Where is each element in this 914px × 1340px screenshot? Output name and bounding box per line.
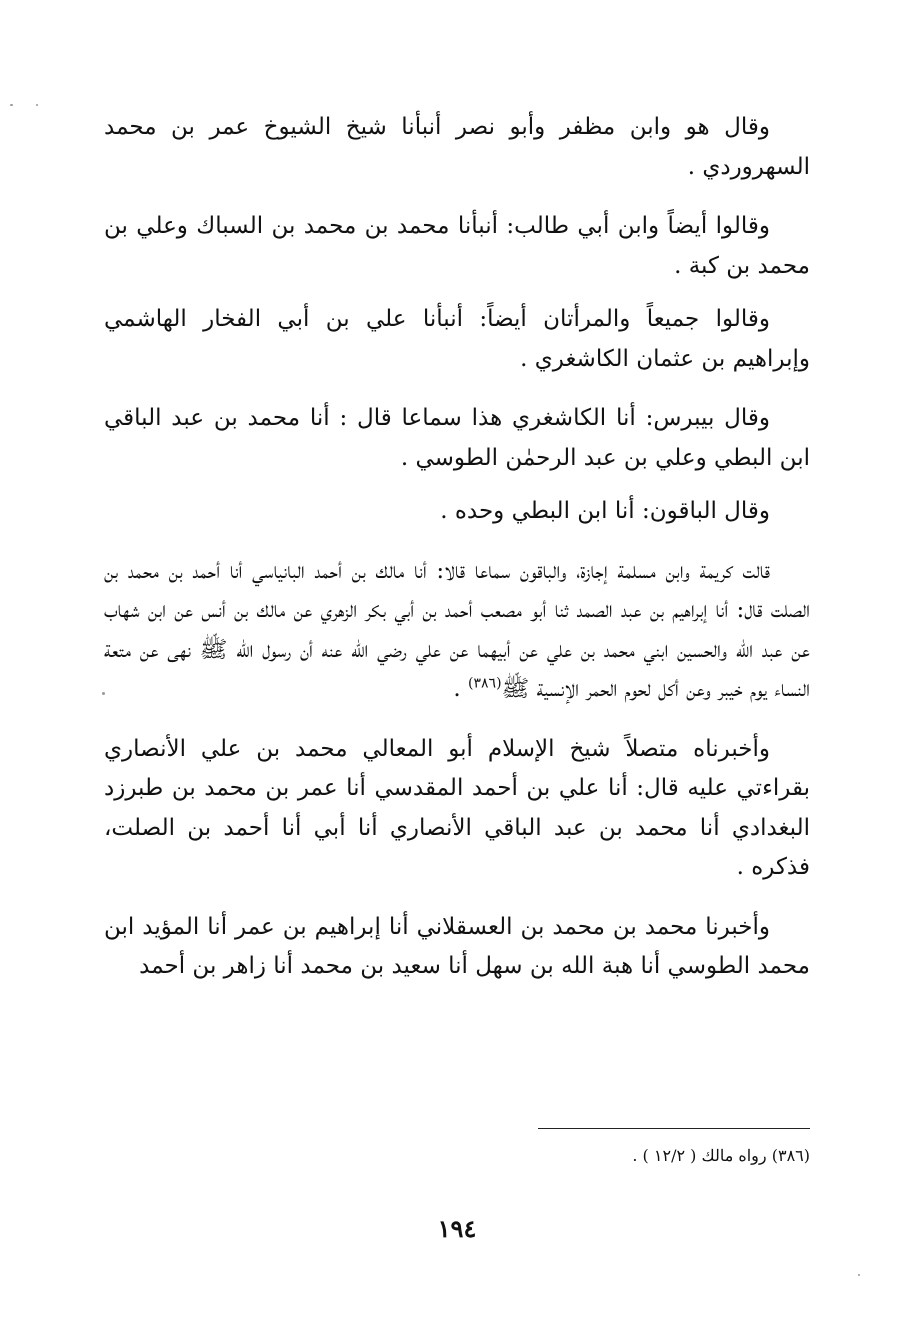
- scan-speck: [10, 104, 13, 106]
- hadith-text-end: .: [453, 676, 469, 702]
- paragraph: وأخبرناه متصلاً شيخ الإسلام أبو المعالي محمد بن علي الأنصاري بقراءتي عليه قال: أنا علي بن أحمد المقدسي أنا عمر بن محمد بن طبرزد البغدادي أنا محمد بن عبد الباقي الأنصاري أنا أبي أنا أحمد بن الصلت، فذكره .: [104, 735, 810, 880]
- page-number: ١٩٤: [437, 1214, 477, 1243]
- paragraph: وأخبرنا محمد بن محمد بن العسقلاني أنا إبراهيم بن عمر أنا المؤيد ابن محمد الطوسي أنا هبة الله بن سهل أنا سعيد بن محمد أنا زاهر بن أحمد: [104, 913, 810, 979]
- footnote-reference: (٣٨٦): [468, 675, 502, 692]
- footnote: (٣٨٦) رواه مالك ( ١٢/٢ ) .: [632, 1146, 810, 1165]
- paragraph: وقال هو وابن مظفر وأبو نصر أنبأنا شيخ الشيوخ عمر بن محمد السهروردي .: [104, 114, 810, 180]
- paragraph: وقالوا جميعاً والمرأتان أيضاً: أنبأنا علي بن أبي الفخار الهاشمي وإبراهيم بن عثمان الكاشغري .: [104, 306, 810, 372]
- paragraph: وقال الباقون: أنا ابن البطي وحده .: [440, 498, 770, 524]
- main-text: [104, 108, 810, 1007]
- paragraph: وقال بيبرس: أنا الكاشغري هذا سماعا قال : أنا محمد بن عبد الباقي ابن البطي وعلي بن عبد الرحمٰن الطوسي .: [104, 405, 810, 471]
- paragraph: وقالوا أيضاً وابن أبي طالب: أنبأنا محمد بن محمد بن السباك وعلي بن محمد بن كبة .: [104, 213, 810, 279]
- hadith-paragraph: [104, 552, 810, 710]
- footnote-divider: [538, 1128, 810, 1129]
- scan-speck: [36, 104, 38, 106]
- hadith-text: قالت كريمة وابن مسلمة إجازة، والباقون سماعا قالا: أنا مالك بن أحمد البانياسي أنا أحمد بن محمد بن الصلت قال: أنا إبراهيم بن عبد الصمد ثنا أبو مصعب أحمد بن أبي بكر الزهري عن مالك بن أنس عن ابن شهاب عن عبد الله والحسين ابني محمد بن علي عن أبيهما عن علي رضي الله عنه أن رسول الله ﷺ نهى عن متعة النساء يوم خيبر وعن أكل لحوم الحمر الإنسية ﷺ: [104, 557, 810, 702]
- scan-speck: [858, 1274, 860, 1276]
